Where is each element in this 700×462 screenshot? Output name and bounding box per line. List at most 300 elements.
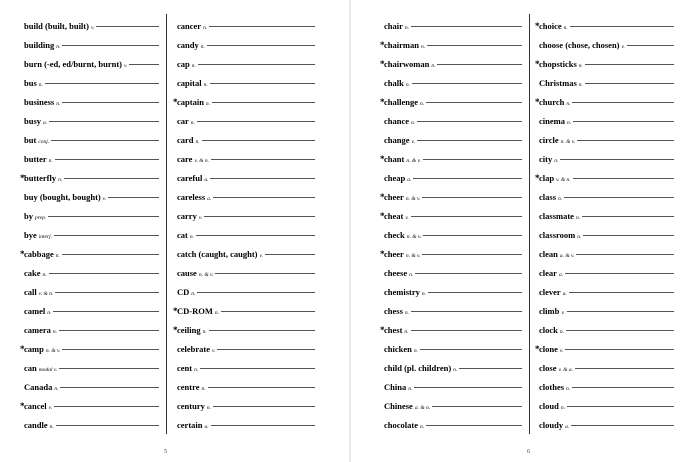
vocabulary-entry bbox=[20, 169, 159, 188]
vocabulary-entry bbox=[24, 55, 159, 74]
part-of-speech: n. bbox=[48, 158, 53, 164]
answer-blank-line bbox=[567, 311, 674, 312]
required-star-mark: * bbox=[173, 325, 178, 335]
part-of-speech: interj. bbox=[38, 234, 53, 240]
answer-blank-line bbox=[585, 64, 674, 65]
answer-blank-line bbox=[213, 406, 315, 407]
headword: careless bbox=[177, 192, 206, 202]
part-of-speech: n. bbox=[42, 272, 47, 278]
right-page bbox=[351, 0, 700, 462]
part-of-speech: v. & a. bbox=[558, 367, 574, 373]
headword: class bbox=[539, 192, 556, 202]
vocabulary-entry bbox=[535, 340, 674, 359]
headword: bye bbox=[24, 230, 37, 240]
part-of-speech: n. bbox=[420, 101, 425, 107]
part-of-speech: v. bbox=[259, 253, 263, 259]
headword: burn (-ed, ed/burnt, burnt) bbox=[24, 59, 123, 69]
headword: cloudy bbox=[539, 420, 564, 430]
answer-blank-line bbox=[62, 102, 159, 103]
part-of-speech: n. & v. bbox=[560, 139, 576, 145]
required-star-mark: * bbox=[535, 344, 540, 354]
part-of-speech: n. bbox=[563, 25, 568, 31]
answer-blank-line bbox=[209, 330, 315, 331]
part-of-speech: n. bbox=[578, 63, 583, 69]
answer-blank-line bbox=[422, 197, 522, 198]
part-of-speech: v. bbox=[411, 139, 415, 145]
part-of-speech: n. bbox=[56, 44, 61, 50]
required-star-mark: * bbox=[20, 401, 25, 411]
headword: child (pl. children) bbox=[384, 363, 452, 373]
answer-blank-line bbox=[423, 235, 522, 236]
headword: cake bbox=[24, 268, 41, 278]
headword: candle bbox=[24, 420, 48, 430]
part-of-speech: v. bbox=[621, 44, 625, 50]
headword: clothes bbox=[539, 382, 565, 392]
answer-blank-line bbox=[427, 45, 522, 46]
vocabulary-entry bbox=[24, 359, 159, 378]
answer-blank-line bbox=[582, 216, 674, 217]
left-page bbox=[0, 0, 349, 462]
vocabulary-entry bbox=[384, 17, 522, 36]
part-of-speech: a. & n. bbox=[414, 405, 431, 411]
headword: cheat bbox=[384, 211, 404, 221]
answer-blank-line bbox=[210, 178, 315, 179]
answer-blank-line bbox=[96, 26, 159, 27]
headword: centre bbox=[177, 382, 200, 392]
required-star-mark: * bbox=[380, 154, 385, 164]
vocabulary-entry bbox=[24, 93, 159, 112]
vocabulary-entry bbox=[384, 226, 522, 245]
vocabulary-entry bbox=[177, 207, 315, 226]
vocabulary-entry bbox=[24, 112, 159, 131]
answer-blank-line bbox=[570, 26, 674, 27]
answer-blank-line bbox=[209, 26, 315, 27]
part-of-speech: v. & n. bbox=[194, 158, 209, 164]
answer-blank-line bbox=[56, 425, 159, 426]
part-of-speech: n. & v. bbox=[198, 272, 214, 278]
part-of-speech: n. bbox=[214, 310, 220, 316]
answer-blank-line bbox=[567, 406, 674, 407]
part-of-speech: n. bbox=[201, 386, 206, 392]
headword: chalk bbox=[384, 78, 404, 88]
part-of-speech: a. bbox=[204, 177, 209, 183]
vocabulary-entry bbox=[20, 397, 159, 416]
headword: capital bbox=[177, 78, 202, 88]
vocabulary-entry bbox=[24, 264, 159, 283]
part-of-speech: a. bbox=[207, 196, 212, 202]
headword: change bbox=[384, 135, 410, 145]
headword: choose (chose, chosen) bbox=[539, 40, 620, 50]
answer-blank-line bbox=[197, 121, 315, 122]
required-star-mark: * bbox=[20, 344, 25, 354]
vocabulary-entry bbox=[177, 17, 315, 36]
right-page-column-2 bbox=[535, 17, 674, 435]
vocabulary-entry bbox=[539, 188, 674, 207]
answer-blank-line bbox=[62, 349, 159, 350]
answer-blank-line bbox=[414, 387, 522, 388]
headword: cancer bbox=[177, 21, 202, 31]
answer-blank-line bbox=[49, 273, 159, 274]
answer-blank-line bbox=[411, 216, 522, 217]
headword: cloud bbox=[539, 401, 559, 411]
vocabulary-entry bbox=[20, 245, 159, 264]
answer-blank-line bbox=[560, 159, 674, 160]
headword: ceiling bbox=[177, 325, 201, 335]
required-star-mark: * bbox=[20, 173, 25, 183]
part-of-speech: n. bbox=[408, 386, 413, 392]
headword: CD-ROM bbox=[177, 306, 213, 316]
vocabulary-entry bbox=[539, 226, 674, 245]
part-of-speech: v. bbox=[48, 405, 53, 411]
part-of-speech: n. bbox=[58, 177, 63, 183]
page-number: 5 bbox=[164, 449, 167, 455]
headword: circle bbox=[539, 135, 559, 145]
answer-blank-line bbox=[64, 178, 159, 179]
answer-blank-line bbox=[411, 311, 522, 312]
headword: chairman bbox=[384, 40, 419, 50]
answer-blank-line bbox=[413, 178, 522, 179]
part-of-speech: a. bbox=[204, 424, 209, 430]
headword: cat bbox=[177, 230, 188, 240]
part-of-speech: n. bbox=[206, 405, 211, 411]
answer-blank-line bbox=[417, 140, 522, 141]
vocabulary-entry bbox=[173, 321, 315, 340]
answer-blank-line bbox=[566, 330, 674, 331]
part-of-speech: n. bbox=[411, 120, 416, 126]
headword: care bbox=[177, 154, 193, 164]
part-of-speech: conj. bbox=[38, 139, 50, 145]
answer-blank-line bbox=[422, 254, 522, 255]
vocabulary-entry bbox=[380, 188, 522, 207]
headword: catch (caught, caught) bbox=[177, 249, 258, 259]
part-of-speech: n. bbox=[56, 101, 61, 107]
part-of-speech: n. bbox=[405, 82, 410, 88]
required-star-mark: * bbox=[535, 21, 540, 31]
part-of-speech: v. bbox=[90, 25, 95, 31]
part-of-speech: v. bbox=[405, 215, 409, 221]
vocabulary-entry bbox=[24, 150, 159, 169]
answer-blank-line bbox=[423, 159, 522, 160]
answer-blank-line bbox=[62, 254, 159, 255]
vocabulary-entry bbox=[20, 340, 159, 359]
answer-blank-line bbox=[573, 121, 674, 122]
headword: clone bbox=[539, 344, 558, 354]
answer-blank-line bbox=[211, 425, 315, 426]
vocabulary-entry bbox=[380, 55, 522, 74]
required-star-mark: * bbox=[20, 249, 25, 259]
part-of-speech: n. bbox=[190, 120, 195, 126]
answer-blank-line bbox=[129, 64, 159, 65]
headword: clap bbox=[539, 173, 555, 183]
headword: cent bbox=[177, 363, 193, 373]
answer-blank-line bbox=[576, 254, 674, 255]
headword: clock bbox=[539, 325, 558, 335]
answer-blank-line bbox=[48, 216, 159, 217]
part-of-speech: n. bbox=[55, 253, 60, 259]
part-of-speech: n. bbox=[575, 215, 581, 221]
vocabulary-entry bbox=[177, 169, 315, 188]
part-of-speech: n. bbox=[200, 44, 205, 50]
answer-blank-line bbox=[45, 83, 159, 84]
headword: cancel bbox=[24, 401, 47, 411]
answer-blank-line bbox=[54, 235, 159, 236]
required-star-mark: * bbox=[380, 325, 385, 335]
part-of-speech: v. & n. bbox=[556, 177, 571, 183]
answer-blank-line bbox=[108, 197, 159, 198]
vocabulary-entry bbox=[177, 74, 315, 93]
vocabulary-entry bbox=[539, 264, 674, 283]
part-of-speech: n. bbox=[194, 367, 199, 373]
part-of-speech: n. bbox=[52, 329, 58, 335]
answer-blank-line bbox=[198, 64, 315, 65]
headword: CD bbox=[177, 287, 190, 297]
headword: card bbox=[177, 135, 194, 145]
headword: church bbox=[539, 97, 565, 107]
headword: challenge bbox=[384, 97, 418, 107]
headword: busy bbox=[24, 116, 42, 126]
part-of-speech: n. bbox=[205, 101, 211, 107]
vocabulary-entry bbox=[177, 397, 315, 416]
required-star-mark: * bbox=[535, 173, 540, 183]
answer-blank-line bbox=[575, 368, 674, 369]
vocabulary-entry bbox=[177, 55, 315, 74]
column-divider bbox=[166, 14, 167, 434]
headword: cheer bbox=[384, 249, 404, 259]
part-of-speech: v. bbox=[198, 215, 203, 221]
vocabulary-entry bbox=[173, 302, 315, 321]
part-of-speech: v. bbox=[559, 348, 564, 354]
vocabulary-entry bbox=[177, 378, 315, 397]
vocabulary-entry bbox=[380, 321, 522, 340]
part-of-speech: modal v. bbox=[38, 367, 58, 373]
vocabulary-entry bbox=[24, 283, 159, 302]
headword: building bbox=[24, 40, 55, 50]
vocabulary-entry bbox=[24, 74, 159, 93]
vocabulary-entry bbox=[384, 112, 522, 131]
vocabulary-entry bbox=[384, 340, 522, 359]
part-of-speech: v. bbox=[124, 63, 128, 69]
answer-blank-line bbox=[585, 83, 674, 84]
vocabulary-entry bbox=[24, 36, 159, 55]
part-of-speech: n. & v. bbox=[405, 253, 421, 259]
answer-blank-line bbox=[204, 216, 315, 217]
part-of-speech: a. bbox=[43, 120, 48, 126]
headword: buy (bought, bought) bbox=[24, 192, 101, 202]
part-of-speech: n. bbox=[558, 196, 563, 202]
vocabulary-entry bbox=[380, 207, 522, 226]
part-of-speech: n. bbox=[202, 329, 207, 335]
vocabulary-entry bbox=[380, 36, 522, 55]
answer-blank-line bbox=[415, 273, 522, 274]
headword: check bbox=[384, 230, 405, 240]
part-of-speech: n. bbox=[404, 25, 410, 31]
vocabulary-entry bbox=[535, 93, 674, 112]
vocabulary-entry bbox=[539, 131, 674, 150]
vocabulary-entry bbox=[177, 359, 315, 378]
answer-blank-line bbox=[208, 387, 315, 388]
headword: China bbox=[384, 382, 407, 392]
headword: camera bbox=[24, 325, 51, 335]
part-of-speech: n. bbox=[420, 44, 426, 50]
headword: Chinese bbox=[384, 401, 413, 411]
part-of-speech: v. bbox=[561, 310, 565, 316]
required-star-mark: * bbox=[380, 211, 385, 221]
vocabulary-entry bbox=[24, 302, 159, 321]
headword: chopsticks bbox=[539, 59, 577, 69]
answer-blank-line bbox=[62, 45, 159, 46]
answer-blank-line bbox=[210, 83, 315, 84]
part-of-speech: n. bbox=[577, 234, 582, 240]
vocabulary-entry bbox=[177, 340, 315, 359]
answer-blank-line bbox=[428, 292, 522, 293]
vocabulary-entry bbox=[384, 302, 522, 321]
headword: candy bbox=[177, 40, 199, 50]
answer-blank-line bbox=[215, 273, 315, 274]
answer-blank-line bbox=[459, 368, 522, 369]
answer-blank-line bbox=[583, 235, 674, 236]
part-of-speech: a. & v. bbox=[559, 253, 575, 259]
answer-blank-line bbox=[420, 349, 522, 350]
answer-blank-line bbox=[265, 254, 315, 255]
column-divider bbox=[529, 14, 530, 434]
answer-blank-line bbox=[412, 83, 522, 84]
part-of-speech: n. bbox=[578, 82, 583, 88]
part-of-speech: n. bbox=[54, 386, 59, 392]
part-of-speech: n. bbox=[404, 310, 410, 316]
part-of-speech: n. bbox=[566, 386, 571, 392]
vocabulary-entry bbox=[177, 36, 315, 55]
headword: climb bbox=[539, 306, 560, 316]
answer-blank-line bbox=[202, 140, 315, 141]
answer-blank-line bbox=[426, 425, 522, 426]
vocabulary-entry bbox=[177, 245, 315, 264]
page-number: 6 bbox=[527, 449, 530, 455]
part-of-speech: n. bbox=[554, 158, 559, 164]
part-of-speech: prep. bbox=[34, 215, 47, 221]
vocabulary-entry bbox=[173, 93, 315, 112]
headword: captain bbox=[177, 97, 204, 107]
answer-blank-line bbox=[197, 292, 315, 293]
headword: camel bbox=[24, 306, 46, 316]
headword: cheese bbox=[384, 268, 408, 278]
vocabulary-entry bbox=[177, 150, 315, 169]
headword: can bbox=[24, 363, 37, 373]
vocabulary-entry bbox=[177, 283, 315, 302]
headword: butterfly bbox=[24, 173, 57, 183]
vocabulary-entry bbox=[24, 321, 159, 340]
headword: century bbox=[177, 401, 205, 411]
answer-blank-line bbox=[571, 425, 674, 426]
headword: chest bbox=[384, 325, 403, 335]
vocabulary-entry bbox=[535, 17, 674, 36]
headword: carry bbox=[177, 211, 197, 221]
headword: close bbox=[539, 363, 557, 373]
vocabulary-entry bbox=[539, 321, 674, 340]
headword: celebrate bbox=[177, 344, 211, 354]
part-of-speech: n. bbox=[191, 291, 196, 297]
answer-blank-line bbox=[417, 121, 522, 122]
part-of-speech: a. bbox=[562, 291, 567, 297]
headword: cinema bbox=[539, 116, 565, 126]
vocabulary-entry bbox=[539, 36, 674, 55]
part-of-speech: n. bbox=[420, 424, 425, 430]
headword: bus bbox=[24, 78, 37, 88]
vocabulary-entry bbox=[177, 131, 315, 150]
answer-blank-line bbox=[426, 102, 522, 103]
part-of-speech: n. bbox=[404, 329, 409, 335]
answer-blank-line bbox=[60, 387, 159, 388]
part-of-speech: v. bbox=[102, 196, 107, 202]
part-of-speech: n. & v. bbox=[45, 348, 61, 354]
part-of-speech: n. bbox=[559, 329, 565, 335]
answer-blank-line bbox=[565, 349, 674, 350]
headword: choice bbox=[539, 21, 562, 31]
vocabulary-entry bbox=[539, 112, 674, 131]
required-star-mark: * bbox=[535, 59, 540, 69]
headword: clear bbox=[539, 268, 557, 278]
part-of-speech: a. bbox=[558, 272, 564, 278]
required-star-mark: * bbox=[380, 40, 385, 50]
part-of-speech: n. & v. bbox=[406, 234, 422, 240]
answer-blank-line bbox=[59, 330, 159, 331]
part-of-speech: v. bbox=[212, 348, 216, 354]
part-of-speech: n. bbox=[560, 405, 565, 411]
answer-blank-line bbox=[411, 26, 522, 27]
answer-blank-line bbox=[200, 368, 315, 369]
headword: cabbage bbox=[24, 249, 54, 259]
vocabulary-entry bbox=[539, 283, 674, 302]
answer-blank-line bbox=[572, 102, 674, 103]
vocabulary-entry bbox=[384, 131, 522, 150]
answer-blank-line bbox=[565, 273, 674, 274]
answer-blank-line bbox=[221, 311, 315, 312]
headword: cause bbox=[177, 268, 197, 278]
answer-blank-line bbox=[55, 159, 159, 160]
headword: cheer bbox=[384, 192, 404, 202]
answer-blank-line bbox=[211, 159, 315, 160]
vocabulary-entry bbox=[539, 74, 674, 93]
required-star-mark: * bbox=[173, 306, 178, 316]
headword: chairwoman bbox=[384, 59, 430, 69]
headword: classroom bbox=[539, 230, 576, 240]
vocabulary-entry bbox=[384, 264, 522, 283]
answer-blank-line bbox=[569, 292, 674, 293]
part-of-speech: n. bbox=[191, 63, 196, 69]
required-star-mark: * bbox=[380, 97, 385, 107]
vocabulary-entry bbox=[539, 378, 674, 397]
answer-blank-line bbox=[432, 406, 522, 407]
vocabulary-entry bbox=[384, 416, 522, 435]
vocabulary-entry bbox=[177, 264, 315, 283]
part-of-speech: n. bbox=[431, 63, 436, 69]
headword: chicken bbox=[384, 344, 412, 354]
required-star-mark: * bbox=[380, 59, 385, 69]
headword: call bbox=[24, 287, 37, 297]
vocabulary-entry bbox=[539, 302, 674, 321]
vocabulary-entry bbox=[539, 245, 674, 264]
headword: cap bbox=[177, 59, 190, 69]
answer-blank-line bbox=[54, 406, 159, 407]
part-of-speech: n. bbox=[47, 310, 52, 316]
answer-blank-line bbox=[196, 235, 315, 236]
answer-blank-line bbox=[572, 387, 674, 388]
vocabulary-entry bbox=[24, 188, 159, 207]
part-of-speech: n. bbox=[421, 291, 427, 297]
vocabulary-entry bbox=[24, 416, 159, 435]
answer-blank-line bbox=[213, 197, 315, 198]
vocabulary-entry bbox=[384, 378, 522, 397]
headword: but bbox=[24, 135, 37, 145]
